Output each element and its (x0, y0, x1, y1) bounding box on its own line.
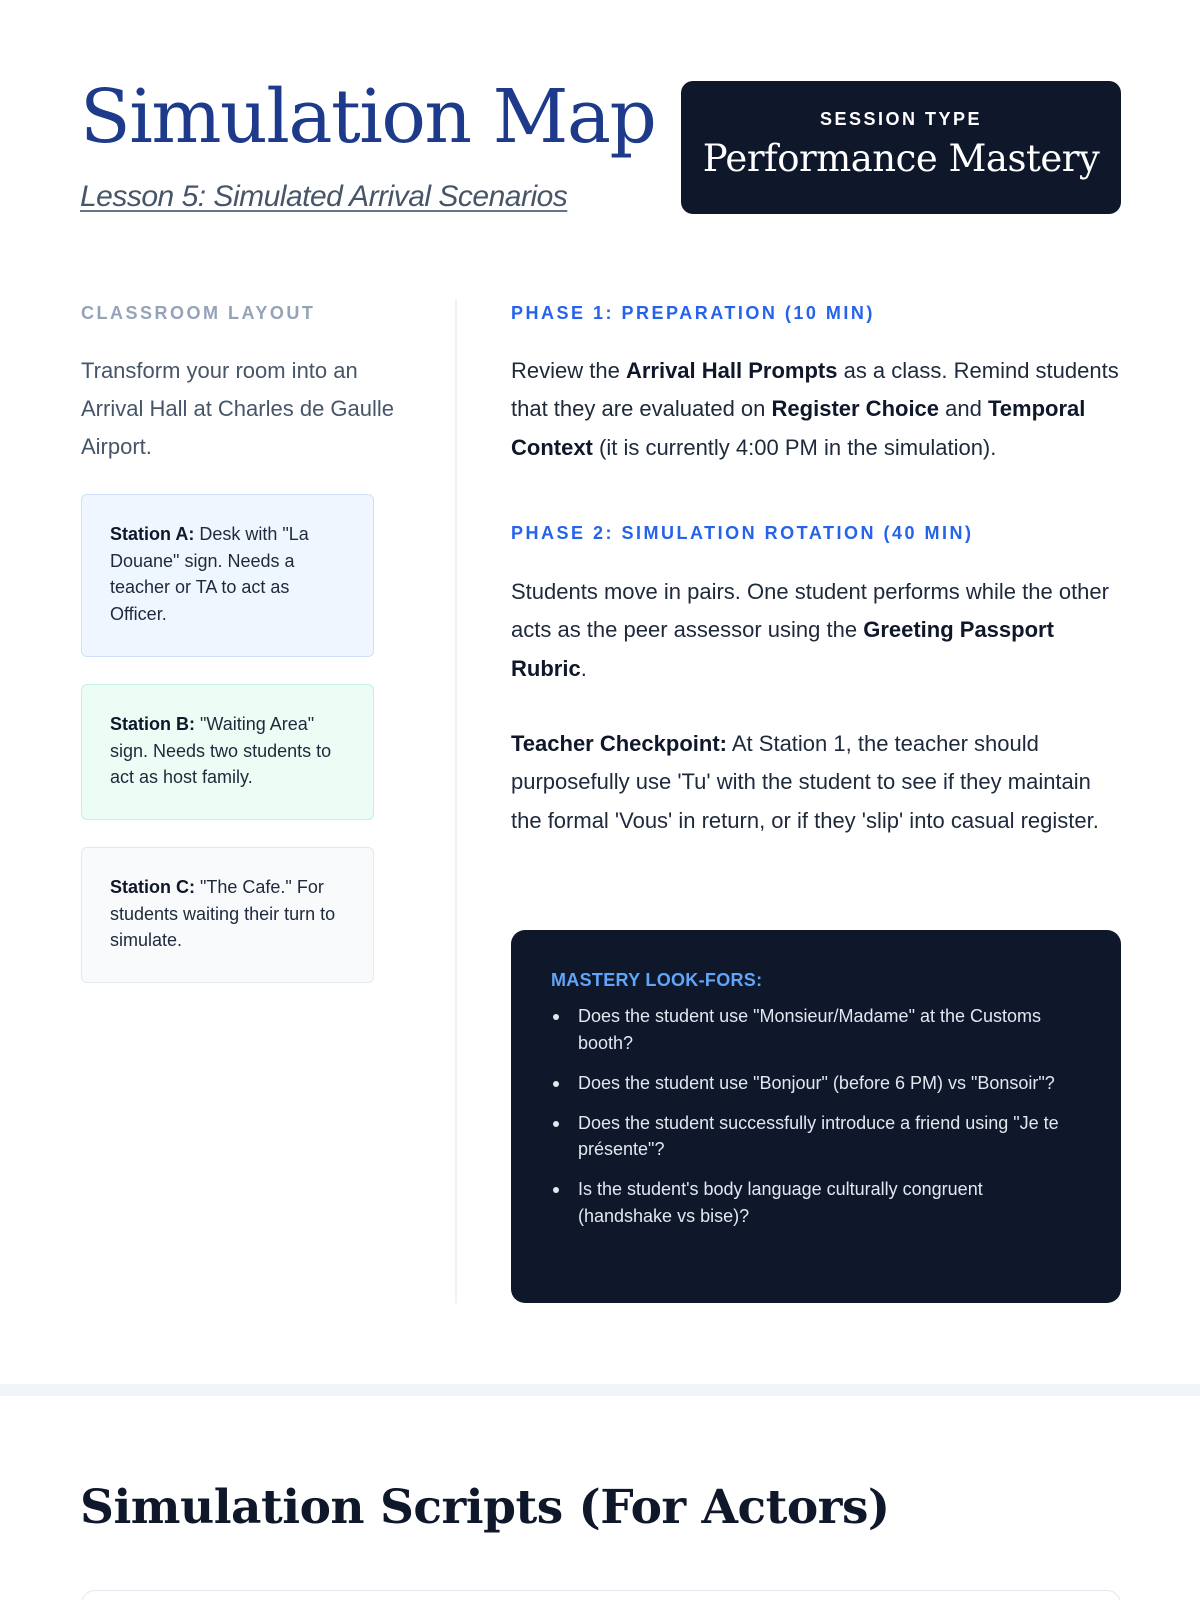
teacher-checkpoint-body: At Station 1, the teacher should purposefully use 'Tu' with the student to see if they maintain the formal 'Vous' in return, or if they 'slip' into casual register. (511, 731, 1099, 833)
lesson-subtitle-link[interactable]: Lesson 5: Simulated Arrival Scenarios (80, 180, 568, 213)
bullet-icon (553, 1121, 559, 1127)
station-a-card (81, 494, 374, 657)
phase-1-text-part: Review the (511, 358, 626, 383)
classroom-layout-intro: Transform your room into an Arrival Hall at Charles de Gaulle Airport. (81, 358, 395, 459)
mastery-look-fors-title: MASTERY LOOK-FORS: (551, 970, 763, 990)
list-item (551, 1110, 1081, 1163)
mastery-look-fors-list (551, 1003, 1081, 1229)
page-title: Simulation Map (80, 74, 656, 160)
column-divider (455, 300, 457, 1303)
list-item-text: Is the student's body language culturally congruent (handshake vs bise)? (578, 1179, 983, 1226)
phase-1-text-part: (it is currently 4:00 PM in the simulation). (592, 434, 997, 460)
bullet-icon (553, 1187, 559, 1193)
session-type-card (681, 81, 1121, 214)
list-item-text: Does the student use "Bonjour" (before 6 PM) vs "Bonsoir"? (578, 1072, 1055, 1093)
list-item (551, 1176, 1081, 1229)
list-item (551, 1003, 1081, 1056)
phase-2-label: PHASE 2: SIMULATION ROTATION (40 MIN) (511, 523, 974, 543)
register-choice-term: Register Choice (771, 396, 940, 422)
temporal-context-term: Temporal Context (511, 396, 1086, 460)
phase-2-text-part: . (580, 655, 587, 681)
mastery-look-fors-card (511, 930, 1121, 1303)
list-item (551, 1070, 1081, 1097)
station-a-name: Station A: (110, 524, 195, 544)
phase-1-label: PHASE 1: PREPARATION (10 MIN) (511, 303, 875, 323)
station-c-text: "The Cafe." For students waiting their turn to simulate. (110, 877, 336, 950)
phase-1-text (511, 352, 1121, 467)
teacher-checkpoint-text (511, 725, 1121, 840)
station-a-text: Desk with "La Douane" sign. Needs a teacher or TA to act as Officer. (110, 524, 309, 624)
phase-1-text-part: as a class. Remind students that they are evaluated on (511, 358, 1119, 422)
arrival-hall-prompts-term: Arrival Hall Prompts (625, 358, 838, 383)
station-b-text: "Waiting Area" sign. Needs two students to act as host family. (110, 714, 332, 787)
list-item-text: Does the student use "Monsieur/Madame" at the Customs booth? (578, 1006, 1042, 1053)
station-c-name: Station C: (110, 877, 195, 897)
greeting-passport-rubric-term: Greeting Passport Rubric (511, 617, 1054, 681)
phase-2-text (511, 573, 1121, 688)
session-type-label: SESSION TYPE (819, 109, 983, 129)
phase-2-text-part: Students move in pairs. One student performs while the other acts as the peer assessor using the (511, 579, 1109, 643)
simulation-scripts-heading: Simulation Scripts (For Actors) (80, 1480, 890, 1535)
station-b-card (81, 684, 374, 820)
section-separator (0, 1384, 1200, 1396)
bullet-icon (553, 1081, 559, 1087)
classroom-layout-label: CLASSROOM LAYOUT (81, 303, 316, 323)
teacher-checkpoint-label: Teacher Checkpoint: (511, 731, 727, 756)
bullet-icon (553, 1014, 559, 1020)
session-type-value: Performance Mastery (702, 137, 1100, 180)
scripts-card (81, 1590, 1121, 1600)
station-b-name: Station B: (110, 714, 195, 734)
station-c-card (81, 847, 374, 983)
phase-1-text-part: and (939, 396, 988, 422)
list-item-text: Does the student successfully introduce a friend using "Je te présente"? (578, 1112, 1059, 1159)
